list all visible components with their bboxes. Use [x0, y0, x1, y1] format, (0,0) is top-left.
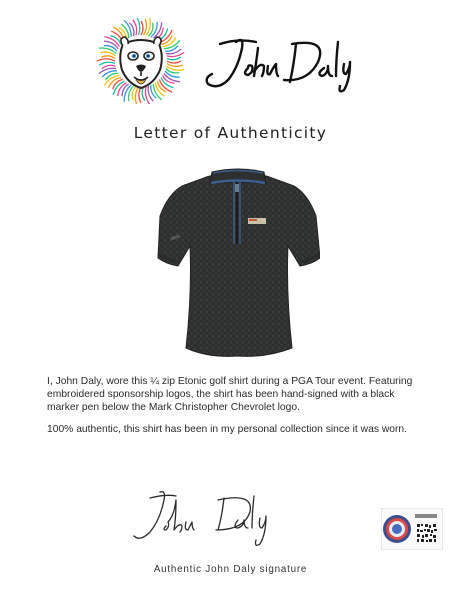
lion-face-icon: [96, 18, 186, 104]
mane-ray: [167, 57, 181, 60]
mane-ray: [144, 19, 147, 35]
mane-ray: [135, 87, 138, 104]
mane-ray: [99, 62, 115, 65]
mane-ray: [167, 64, 183, 67]
mane-ray: [164, 40, 180, 48]
letter-header: [0, 0, 461, 120]
mane-ray: [139, 87, 141, 103]
golf-shirt-image: [156, 164, 320, 360]
body-paragraph-2: 100% authentic, this shirt has been in my personal collection since it was worn.: [47, 424, 408, 435]
mane-ray: [141, 21, 143, 35]
mane-ray: [142, 87, 145, 101]
mane-ray: [153, 84, 161, 100]
body-paragraph-1: I, John Daly, wore this ¼ zip Etonic golf shirt during a PGA Tour event. Featuring embroidered sponsorship logos, the shirt has been hand-signed with a black marker pen below the Mark Christopher Chevrolet logo.: [47, 376, 413, 413]
john-daly-signature: [198, 28, 368, 98]
mane-ray: [104, 75, 119, 85]
mane-ray: [97, 59, 115, 61]
page-title: Letter of Authenticity: [133, 124, 328, 142]
handwritten-signature: [126, 486, 296, 550]
signature-caption: Authentic John Daly signature: [153, 564, 308, 575]
beckett-hologram-sticker: [381, 508, 443, 550]
letter-body: [47, 375, 427, 445]
mane-ray: [159, 79, 172, 92]
mane-ray: [167, 61, 181, 63]
mane-ray: [101, 56, 115, 59]
